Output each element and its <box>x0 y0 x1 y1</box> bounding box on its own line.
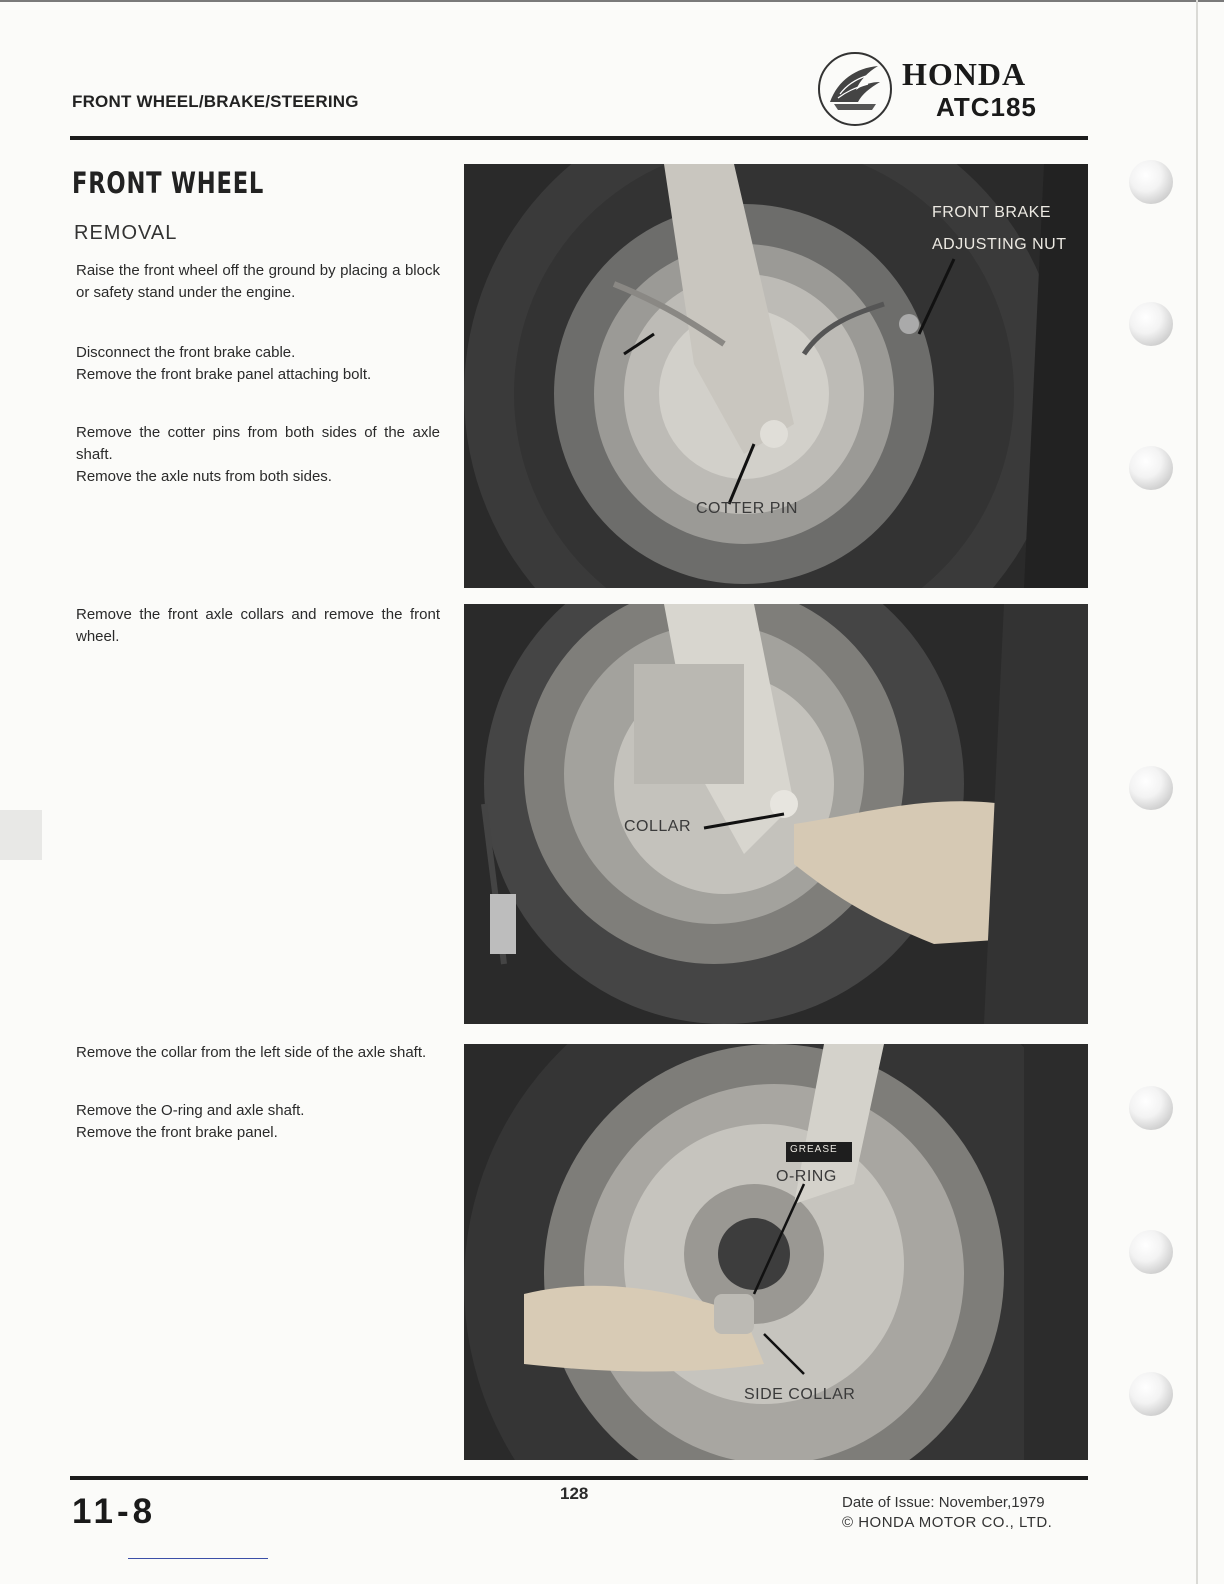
model-name: ATC185 <box>936 92 1037 122</box>
photo-collar <box>464 604 1088 1024</box>
paragraph-raise: Raise the front wheel off the ground by placing a block or safety stand under the engine. <box>76 262 440 301</box>
binder-edge <box>1196 0 1198 1584</box>
callout-grease: GREASE <box>790 1144 838 1155</box>
binder-hole-4 <box>1129 766 1173 810</box>
page-code: 11-8 <box>72 1492 157 1531</box>
callout-collar: COLLAR <box>624 818 692 835</box>
page-heading: FRONT WHEEL <box>72 166 265 200</box>
paragraph-remove-cotter-pins: Remove the cotter pins from both sides of the axle shaft. <box>76 424 440 463</box>
paragraph-remove-collar-left: Remove the collar from the left side of the axle shaft. <box>76 1044 427 1061</box>
issue-date: Date of Issue: November,1979 <box>842 1494 1045 1511</box>
scan-edge <box>0 0 1224 2</box>
header-rule <box>70 136 1088 140</box>
callout-cotter-pin: COTTER PIN <box>696 500 798 517</box>
paragraph-remove-collars: Remove the front axle collars and remove the front wheel. <box>76 606 440 645</box>
binder-hole-7 <box>1129 1372 1173 1416</box>
footer-rule <box>70 1476 1088 1480</box>
paragraph-disconnect-cable: Disconnect the front brake cable. <box>76 344 296 361</box>
callout-side-collar: SIDE COLLAR <box>744 1386 856 1403</box>
brand-name: HONDA <box>902 56 1027 92</box>
paragraph-remove-brake-panel: Remove the front brake panel. <box>76 1124 278 1141</box>
photo-collar-illustration <box>464 604 1088 1024</box>
binder-hole-3 <box>1129 446 1173 490</box>
binder-hole-6 <box>1129 1230 1173 1274</box>
callout-adjusting-nut: ADJUSTING NUT <box>932 236 1067 253</box>
paragraph-remove-axle-nuts: Remove the axle nuts from both sides. <box>76 468 332 485</box>
photo-front-brake-illustration <box>464 164 1088 588</box>
photo-front-brake <box>464 164 1088 588</box>
section-title: FRONT WHEEL/BRAKE/STEERING <box>72 92 359 111</box>
binder-hole-1 <box>1129 160 1173 204</box>
callout-front-brake: FRONT BRAKE <box>932 204 1051 221</box>
page-number: 128 <box>560 1484 589 1503</box>
paragraph-remove-oring: Remove the O-ring and axle shaft. <box>76 1102 305 1119</box>
honda-wing-logo-icon <box>816 50 894 128</box>
margin-tab <box>0 810 42 860</box>
binder-hole-5 <box>1129 1086 1173 1130</box>
photo-oring-side-collar <box>464 1044 1088 1460</box>
binder-hole-2 <box>1129 302 1173 346</box>
paragraph-remove-panel-bolt: Remove the front brake panel attaching bolt. <box>76 366 372 383</box>
callout-o-ring: O-RING <box>776 1168 837 1185</box>
scan-mark <box>128 1558 268 1559</box>
copyright: © HONDA MOTOR CO., LTD. <box>842 1514 1053 1531</box>
subheading: REMOVAL <box>74 222 178 244</box>
